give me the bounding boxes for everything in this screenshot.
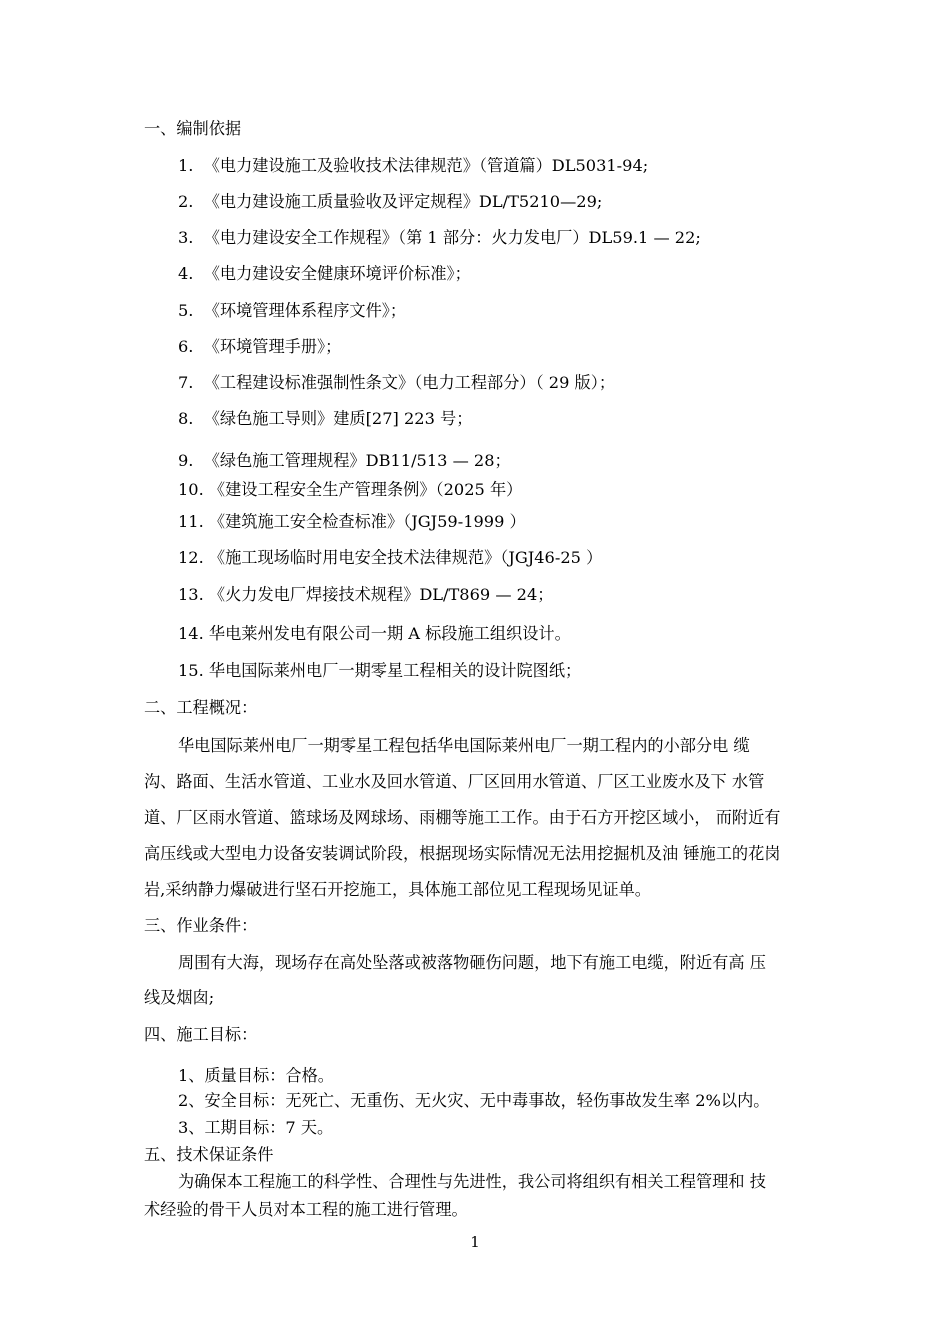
paragraph-line: 线及烟囱; bbox=[144, 988, 215, 1007]
list-item: 7. 《工程建设标准强制性条文》（电力工程部分）（ 29 版）； bbox=[178, 373, 616, 392]
section-heading-technical: 五、技术保证条件 bbox=[144, 1145, 274, 1164]
section-heading-conditions: 三、作业条件： bbox=[144, 916, 258, 935]
section-heading-basis: 一、编制依据 bbox=[144, 119, 242, 138]
section-heading-overview: 二、工程概况： bbox=[144, 698, 258, 717]
paragraph-line: 岩,采纳静力爆破进行坚石开挖施工，具体施工部位见工程现场见证单。 bbox=[144, 880, 651, 899]
paragraph-line: 华电国际莱州电厂一期零星工程包括华电国际莱州电厂一期工程内的小部分电 缆 bbox=[178, 736, 750, 755]
paragraph-line: 周围有大海，现场存在高处坠落或被落物砸伤问题，地下有施工电缆，附近有高 压 bbox=[178, 953, 766, 972]
list-item: 13. 《火力发电厂焊接技术规程》DL/T869 — 24； bbox=[178, 585, 554, 604]
list-item: 3. 《电力建设安全工作规程》（第 1 部分：火力发电厂）DL59.1 — 22; bbox=[178, 228, 701, 247]
paragraph-line: 术经验的骨干人员对本工程的施工进行管理。 bbox=[144, 1200, 468, 1219]
list-item: 2、安全目标：无死亡、无重伤、无火灾、无中毒事故，轻伤事故发生率 2%以内。 bbox=[178, 1091, 770, 1110]
list-item: 2. 《电力建设施工质量验收及评定规程》DL/T5210—29; bbox=[178, 192, 603, 211]
list-item: 10. 《建设工程安全生产管理条例》（2025 年） bbox=[178, 480, 523, 499]
paragraph-line: 道、厂区雨水管道、篮球场及网球场、雨棚等施工工作。由于石方开挖区域小， 而附近有 bbox=[144, 808, 781, 827]
paragraph-line: 沟、路面、生活水管道、工业水及回水管道、厂区回用水管道、厂区工业废水及下 水管 bbox=[144, 772, 765, 791]
list-item: 1. 《电力建设施工及验收技术法律规范》（管道篇）DL5031-94; bbox=[178, 156, 649, 175]
list-item: 4. 《电力建设安全健康环境评价标准》； bbox=[178, 264, 471, 283]
paragraph-line: 为确保本工程施工的科学性、合理性与先进性，我公司将组织有相关工程管理和 技 bbox=[178, 1172, 766, 1191]
section-heading-goals: 四、施工目标： bbox=[144, 1025, 258, 1044]
list-item: 11. 《建筑施工安全检查标准》（JGJ59-1999 ） bbox=[178, 512, 526, 531]
list-item: 3、工期目标：7 天。 bbox=[178, 1118, 334, 1137]
list-item: 5. 《环境管理体系程序文件》； bbox=[178, 301, 407, 320]
list-item: 15. 华电国际莱州电厂一期零星工程相关的设计院图纸； bbox=[178, 661, 582, 680]
list-item: 1、质量目标：合格。 bbox=[178, 1066, 334, 1085]
list-item: 6. 《环境管理手册》； bbox=[178, 337, 342, 356]
page-number: 1 bbox=[470, 1233, 480, 1251]
list-item: 9. 《绿色施工管理规程》DB11/513 — 28； bbox=[178, 451, 511, 470]
list-item: 8. 《绿色施工导则》建质[27] 223 号； bbox=[178, 409, 473, 428]
list-item: 12. 《施工现场临时用电安全技术法律规范》（JGJ46-25 ） bbox=[178, 548, 603, 567]
list-item: 14. 华电莱州发电有限公司一期 A 标段施工组织设计。 bbox=[178, 624, 571, 643]
paragraph-line: 高压线或大型电力设备安装调试阶段，根据现场实际情况无法用挖掘机及油 锤施工的花岗 bbox=[144, 844, 781, 863]
